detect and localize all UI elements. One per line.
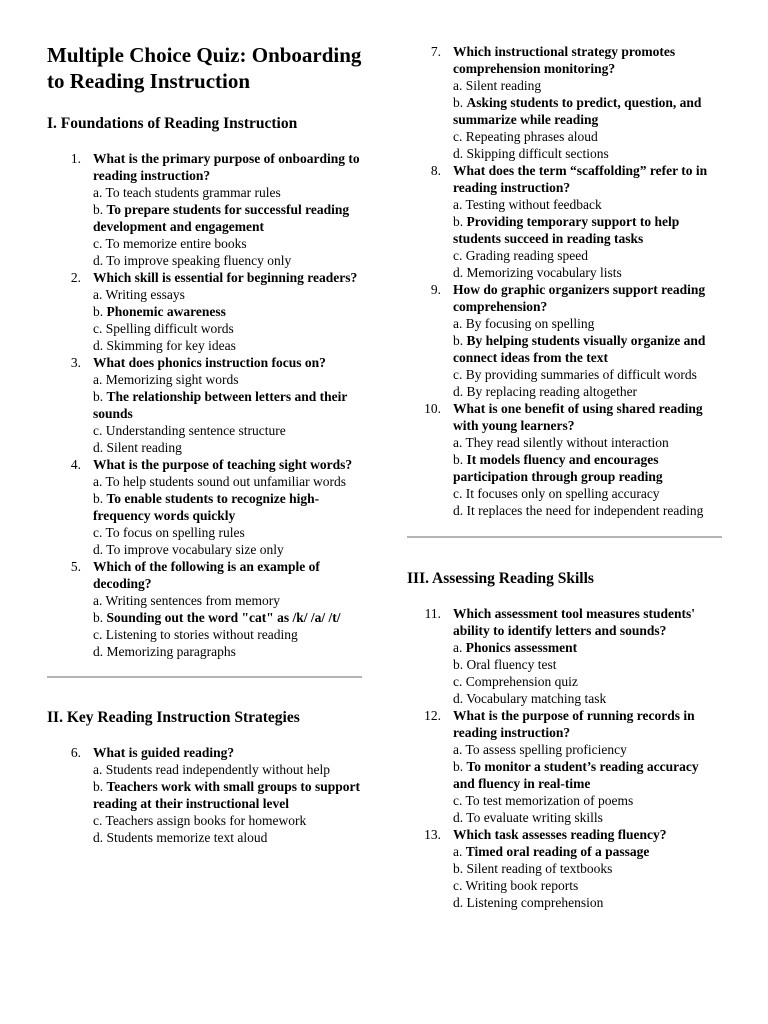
answer-option	[93, 303, 362, 320]
question-text: How do graphic organizers support reading comprehension?	[453, 282, 706, 314]
option-text: To improve speaking fluency only	[106, 253, 292, 268]
section-heading-1	[47, 114, 362, 134]
option-letter: a.	[93, 372, 103, 387]
left-column	[47, 0, 362, 846]
question-text: Which of the following is an example of decoding?	[93, 559, 320, 591]
option-text: Silent reading	[106, 440, 182, 455]
answer-option	[453, 673, 722, 690]
answer-option	[453, 451, 722, 485]
answer-option	[453, 792, 722, 809]
option-letter: d.	[453, 895, 464, 910]
option-letter: b.	[453, 214, 464, 229]
answer-option	[453, 690, 722, 707]
answer-option	[93, 252, 362, 269]
option-letter: c.	[93, 236, 103, 251]
option-text: To focus on spelling rules	[105, 525, 245, 540]
option-letter: a.	[453, 78, 463, 93]
option-text: Memorizing vocabulary lists	[466, 265, 622, 280]
option-letter: c.	[93, 627, 103, 642]
option-letter: a.	[453, 197, 463, 212]
option-letter: c.	[453, 367, 463, 382]
question-item	[47, 150, 362, 269]
question-number: 4.	[70, 457, 81, 472]
question-text: Which skill is essential for beginning readers?	[93, 270, 358, 285]
option-letter: d.	[453, 503, 464, 518]
option-letter: d.	[93, 542, 104, 557]
answer-option	[453, 145, 722, 162]
answer-option	[93, 829, 362, 846]
answer-option	[453, 758, 722, 792]
right-column	[407, 0, 722, 911]
answer-option	[93, 473, 362, 490]
answer-option	[453, 843, 722, 860]
question-number: 10.	[424, 401, 441, 416]
answer-option	[453, 877, 722, 894]
option-letter: c.	[453, 878, 463, 893]
option-text: It replaces the need for independent reading	[466, 503, 704, 518]
option-letter: b.	[453, 759, 464, 774]
option-text: Understanding sentence structure	[105, 423, 286, 438]
answer-option	[93, 778, 362, 812]
correct-option-text: Asking students to predict, question, and summarize while reading	[453, 95, 702, 127]
question-text: What is guided reading?	[93, 745, 235, 760]
question-item	[47, 744, 362, 846]
correct-option-text: Sounding out the word "cat" as /k/ /a/ /t/	[106, 610, 341, 625]
correct-option-text: Providing temporary support to help students succeed in reading tasks	[453, 214, 680, 246]
section-3-questions	[407, 605, 722, 911]
question-text: What is the purpose of teaching sight words?	[93, 457, 353, 472]
answer-option	[93, 592, 362, 609]
answer-option	[453, 639, 722, 656]
question-item	[47, 269, 362, 354]
option-letter: d.	[93, 830, 104, 845]
option-text: Memorizing sight words	[105, 372, 239, 387]
option-letter: c.	[453, 674, 463, 689]
option-text: To memorize entire books	[105, 236, 247, 251]
question-number: 13.	[424, 827, 441, 842]
question-text: Which task assesses reading fluency?	[453, 827, 667, 842]
question-number: 3.	[70, 355, 81, 370]
correct-option-text: Phonemic awareness	[106, 304, 226, 319]
option-text: Writing book reports	[465, 878, 579, 893]
option-letter: a.	[93, 762, 103, 777]
answer-option	[93, 320, 362, 337]
option-text: Repeating phrases aloud	[465, 129, 598, 144]
option-letter: b.	[453, 657, 464, 672]
question-number: 2.	[70, 270, 81, 285]
answer-option	[93, 388, 362, 422]
correct-option-text: Phonics assessment	[465, 640, 578, 655]
option-text: Teachers assign books for homework	[105, 813, 307, 828]
option-letter: d.	[453, 265, 464, 280]
section-numeral: I.	[47, 115, 57, 132]
section-2-questions-left	[47, 744, 362, 846]
section-heading-3	[407, 569, 722, 589]
answer-option	[453, 434, 722, 451]
answer-option	[453, 332, 722, 366]
option-letter: d.	[93, 253, 104, 268]
option-letter: a.	[93, 474, 103, 489]
option-letter: b.	[93, 779, 104, 794]
correct-option-text: Timed oral reading of a passage	[465, 844, 650, 859]
correct-option-text: To enable students to recognize high-frequency words quickly	[93, 491, 320, 523]
question-text: Which instructional strategy promotes comprehension monitoring?	[453, 44, 676, 76]
option-letter: b.	[453, 95, 464, 110]
option-letter: a.	[93, 593, 103, 608]
answer-option	[453, 315, 722, 332]
option-text: Testing without feedback	[465, 197, 602, 212]
option-letter: a.	[453, 435, 463, 450]
option-letter: d.	[93, 338, 104, 353]
answer-option	[93, 541, 362, 558]
option-letter: a.	[93, 185, 103, 200]
option-letter: d.	[453, 691, 464, 706]
answer-option	[93, 235, 362, 252]
option-text: Silent reading	[465, 78, 542, 93]
question-text: What does phonics instruction focus on?	[93, 355, 326, 370]
option-text: Comprehension quiz	[465, 674, 578, 689]
correct-option-text: To monitor a student’s reading accuracy and fluency in real-time	[453, 759, 699, 791]
answer-option	[93, 337, 362, 354]
question-text: What does the term “scaffolding” refer to in reading instruction?	[453, 163, 708, 195]
option-letter: c.	[93, 813, 103, 828]
option-text: Memorizing paragraphs	[106, 644, 236, 659]
answer-option	[93, 371, 362, 388]
option-letter: a.	[453, 316, 463, 331]
answer-option	[93, 201, 362, 235]
answer-option	[453, 894, 722, 911]
section-heading-text: Assessing Reading Skills	[432, 570, 594, 587]
option-letter: d.	[93, 644, 104, 659]
correct-option-text: Teachers work with small groups to support reading at their instructional level	[93, 779, 361, 811]
option-text: To assess spelling proficiency	[465, 742, 627, 757]
section-heading-text: Foundations of Reading Instruction	[60, 115, 298, 132]
option-text: It focuses only on spelling accuracy	[465, 486, 660, 501]
section-numeral: III.	[407, 570, 429, 587]
option-text: Grading reading speed	[465, 248, 588, 263]
option-text: To improve vocabulary size only	[106, 542, 284, 557]
option-letter: b.	[93, 389, 104, 404]
option-letter: a.	[453, 844, 463, 859]
answer-option	[453, 247, 722, 264]
question-item	[407, 281, 722, 400]
option-text: Skipping difficult sections	[466, 146, 609, 161]
answer-option	[453, 809, 722, 826]
option-text: They read silently without interaction	[465, 435, 669, 450]
option-letter: c.	[453, 129, 463, 144]
answer-option	[93, 490, 362, 524]
document-title: Multiple Choice Quiz: Onboarding to Reading Instruction	[47, 43, 362, 93]
option-letter: b.	[93, 610, 104, 625]
option-text: Listening comprehension	[466, 895, 604, 910]
option-text: By replacing reading altogether	[466, 384, 638, 399]
option-text: To evaluate writing skills	[466, 810, 603, 825]
answer-option	[93, 812, 362, 829]
question-number: 6.	[70, 745, 81, 760]
question-item	[47, 354, 362, 456]
option-text: To teach students grammar rules	[105, 185, 281, 200]
answer-option	[93, 439, 362, 456]
answer-option	[453, 383, 722, 400]
question-item	[407, 826, 722, 911]
answer-option	[453, 860, 722, 877]
option-text: Vocabulary matching task	[466, 691, 607, 706]
answer-option	[93, 524, 362, 541]
question-number: 5.	[70, 559, 81, 574]
option-letter: b.	[453, 333, 464, 348]
option-letter: b.	[453, 861, 464, 876]
section-2-questions-right	[407, 43, 722, 519]
question-text: What is the purpose of running records in reading instruction?	[453, 708, 695, 740]
option-letter: b.	[93, 202, 104, 217]
question-number: 7.	[430, 44, 441, 59]
option-letter: a.	[93, 287, 103, 302]
question-item	[47, 558, 362, 660]
question-number: 11.	[424, 606, 441, 621]
section-divider	[47, 676, 362, 678]
option-text: Students memorize text aloud	[106, 830, 268, 845]
answer-option	[453, 196, 722, 213]
question-number: 8.	[430, 163, 441, 178]
section-divider	[407, 536, 722, 538]
option-text: Writing sentences from memory	[105, 593, 281, 608]
question-item	[407, 707, 722, 826]
option-letter: d.	[453, 810, 464, 825]
answer-option	[93, 643, 362, 660]
section-numeral: II.	[47, 709, 63, 726]
answer-option	[453, 485, 722, 502]
option-letter: a.	[453, 742, 463, 757]
option-letter: c.	[93, 321, 103, 336]
option-text: By focusing on spelling	[465, 316, 595, 331]
option-text: Writing essays	[105, 287, 185, 302]
answer-option	[93, 286, 362, 303]
question-number: 9.	[430, 282, 441, 297]
option-text: Oral fluency test	[466, 657, 557, 672]
question-text: What is one benefit of using shared reading with young learners?	[453, 401, 703, 433]
option-text: Spelling difficult words	[105, 321, 234, 336]
correct-option-text: To prepare students for successful reading development and engagement	[93, 202, 350, 234]
option-letter: a.	[453, 640, 463, 655]
question-item	[407, 162, 722, 281]
answer-option	[93, 761, 362, 778]
option-text: Students read independently without help	[105, 762, 330, 777]
section-1-questions	[47, 150, 362, 660]
option-letter: c.	[93, 423, 103, 438]
answer-option	[453, 213, 722, 247]
answer-option	[453, 502, 722, 519]
answer-option	[453, 366, 722, 383]
option-text: Skimming for key ideas	[106, 338, 236, 353]
question-item	[407, 400, 722, 519]
answer-option	[93, 422, 362, 439]
question-number: 12.	[424, 708, 441, 723]
option-letter: b.	[453, 452, 464, 467]
answer-option	[93, 626, 362, 643]
option-letter: c.	[93, 525, 103, 540]
question-item	[47, 456, 362, 558]
option-letter: d.	[93, 440, 104, 455]
option-text: Silent reading of textbooks	[466, 861, 613, 876]
option-letter: c.	[453, 486, 463, 501]
correct-option-text: It models fluency and encourages participation through group reading	[453, 452, 663, 484]
answer-option	[453, 741, 722, 758]
option-letter: c.	[453, 793, 463, 808]
correct-option-text: The relationship between letters and their sounds	[93, 389, 348, 421]
answer-option	[93, 184, 362, 201]
option-text: Listening to stories without reading	[105, 627, 298, 642]
option-text: To help students sound out unfamiliar words	[105, 474, 347, 489]
option-text: By providing summaries of difficult words	[465, 367, 697, 382]
answer-option	[453, 94, 722, 128]
question-text: What is the primary purpose of onboarding to reading instruction?	[93, 151, 360, 183]
question-text: Which assessment tool measures students' ability to identify letters and sounds?	[453, 606, 696, 638]
option-letter: b.	[93, 304, 104, 319]
section-heading-text: Key Reading Instruction Strategies	[66, 709, 300, 726]
question-item	[407, 43, 722, 162]
option-letter: d.	[453, 384, 464, 399]
answer-option	[453, 128, 722, 145]
question-item	[407, 605, 722, 707]
answer-option	[93, 609, 362, 626]
section-heading-2	[47, 708, 362, 728]
question-number: 1.	[70, 151, 81, 166]
answer-option	[453, 656, 722, 673]
option-letter: c.	[453, 248, 463, 263]
answer-option	[453, 77, 722, 94]
option-letter: d.	[453, 146, 464, 161]
option-letter: b.	[93, 491, 104, 506]
correct-option-text: By helping students visually organize and connect ideas from the text	[453, 333, 706, 365]
option-text: To test memorization of poems	[465, 793, 634, 808]
answer-option	[453, 264, 722, 281]
